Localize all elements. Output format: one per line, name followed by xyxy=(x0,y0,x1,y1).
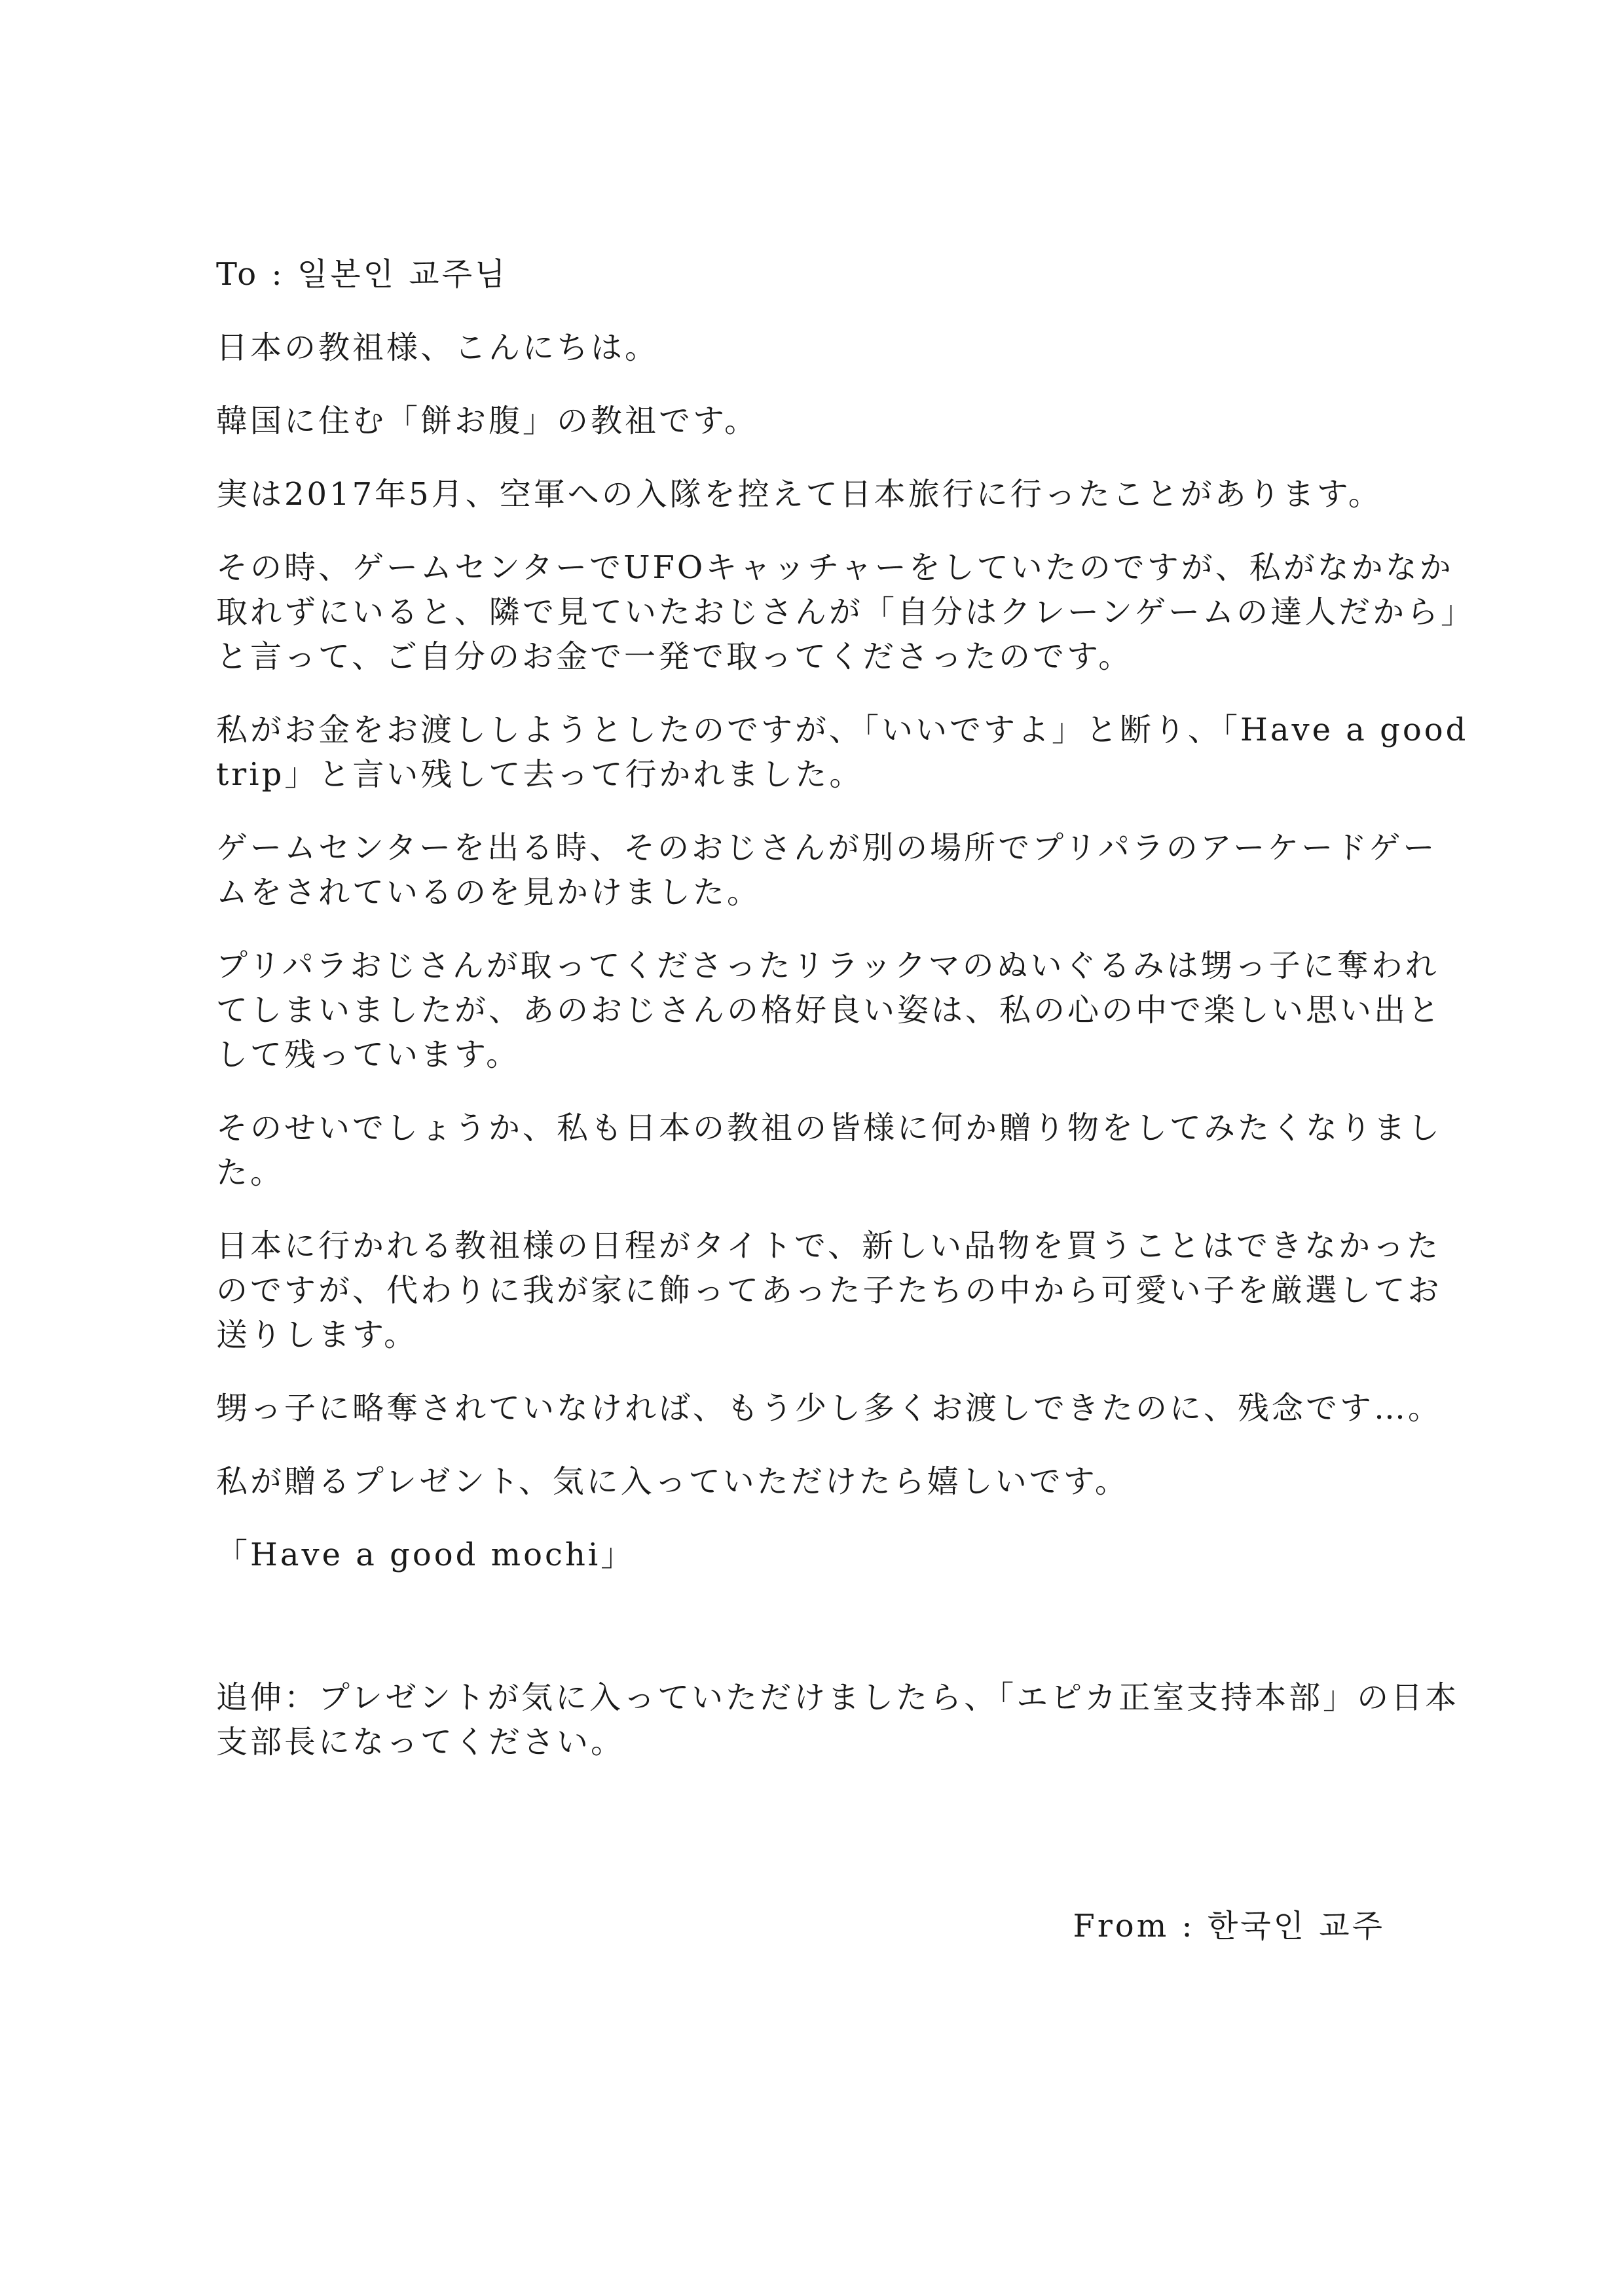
from-signature: From : 한국인 교주 xyxy=(1073,1908,1385,1944)
paragraph-line: 甥っ子に略奪されていなければ、もう少し多くお渡しできたのに、残念です…。 xyxy=(216,1390,1443,1427)
paragraph-line: ムをされているのを見かけました。 xyxy=(216,874,762,911)
paragraph-line: と言って、ご自分のお金で一発で取ってくださったのです。 xyxy=(216,638,1133,675)
letter-body xyxy=(216,252,1475,1793)
postscript xyxy=(216,1675,1460,1764)
paragraph-line: ゲームセンターを出る時、そのおじさんが別の場所でプリパラのアーケードゲー xyxy=(216,829,1437,866)
intro: 韓国に住む「餅お腹」の教祖です。 xyxy=(216,403,759,439)
paragraph-6 xyxy=(216,1106,1443,1195)
paragraph-line: 送りします。 xyxy=(216,1317,418,1353)
paragraph-7 xyxy=(216,1224,1442,1357)
paragraph-line: た。 xyxy=(216,1154,285,1191)
paragraph-2 xyxy=(216,545,1475,679)
paragraph-line: trip」と言い残して去って行かれました。 xyxy=(216,756,864,793)
paragraph-5 xyxy=(216,943,1443,1077)
paragraph-line: のですが、代わりに我が家に飾ってあった子たちの中から可愛い子を厳選してお xyxy=(216,1272,1442,1309)
paragraph-line: 取れずにいると、隣で見ていたおじさんが「自分はクレーンゲームの達人だから」 xyxy=(216,594,1475,630)
paragraph-line: 実は2017年5月、空軍への入隊を控えて日本旅行に行ったことがあります。 xyxy=(216,476,1382,513)
paragraph-line: して残っています。 xyxy=(216,1036,521,1073)
paragraph-line: 私がお金をお渡ししようとしたのですが、「いいですよ」と断り、「Have a good xyxy=(216,712,1469,748)
greeting: 日本の教祖様、こんにちは。 xyxy=(216,329,659,366)
paragraph-line: 私が贈るプレゼント、気に入っていただけたら嬉しいです。 xyxy=(216,1463,1129,1500)
paragraph-line: その時、ゲームセンターでUFOキャッチャーをしていたのですが、私がなかなか xyxy=(216,549,1454,586)
paragraph-4 xyxy=(216,826,1437,915)
paragraph-line: てしまいましたが、あのおじさんの格好良い姿は、私の心の中で楽しい思い出と xyxy=(216,992,1443,1029)
paragraph-1 xyxy=(216,472,1388,517)
paragraph-line: そのせいでしょうか、私も日本の教祖の皆様に何か贈り物をしてみたくなりまし xyxy=(216,1110,1443,1146)
postscript-line: 追伸：プレゼントが気に入っていただけましたら、「エピカ正室支持本部」の日本 xyxy=(216,1679,1460,1716)
paragraph-9 xyxy=(216,1459,1388,1504)
postscript-line: 支部長になってください。 xyxy=(216,1724,625,1760)
paragraph-line: 「Have a good mochi」 xyxy=(216,1537,635,1573)
paragraph-3 xyxy=(216,708,1469,797)
paragraph-line: 日本に行かれる教祖様の日程がタイトで、新しい品物を買うことはできなかった xyxy=(216,1228,1441,1264)
paragraph-line: プリパラおじさんが取ってくださったリラックマのぬいぐるみは甥っ子に奪われ xyxy=(216,947,1439,984)
paragraph-8 xyxy=(216,1386,1443,1430)
paragraph-10 xyxy=(216,1533,1388,1577)
to-line: To : 일본인 교주님 xyxy=(216,256,508,293)
